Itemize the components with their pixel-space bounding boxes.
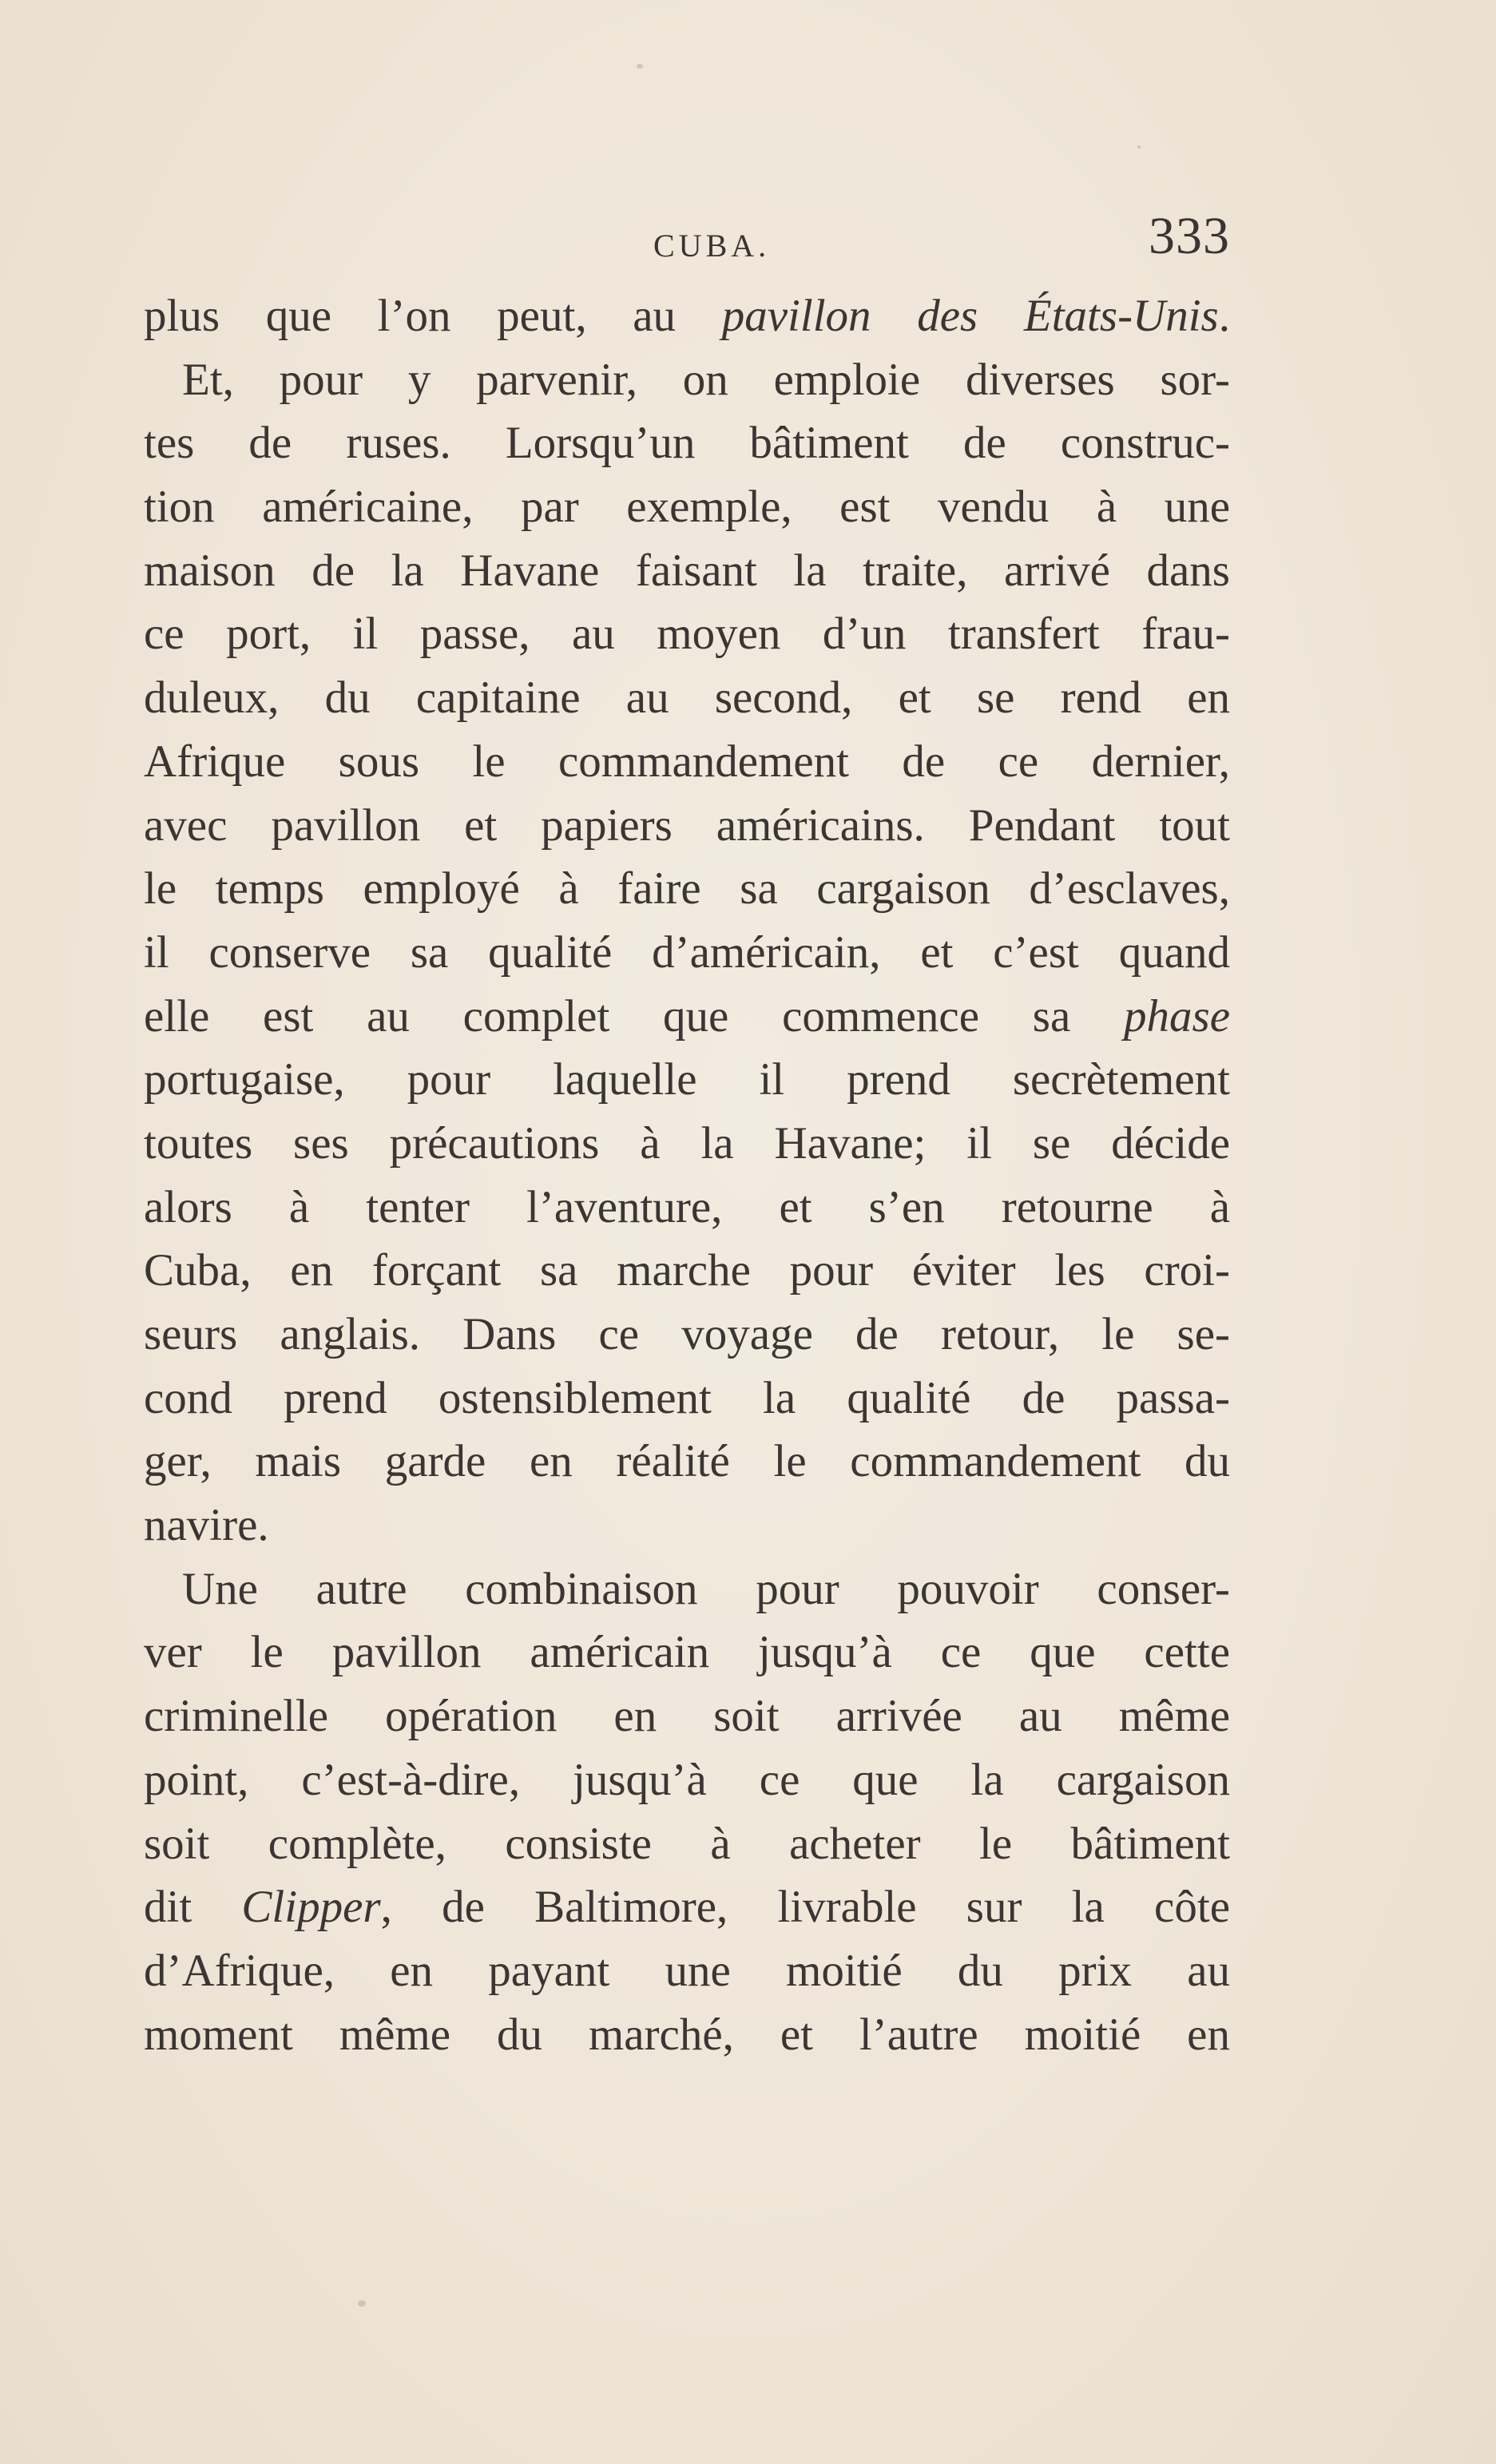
italic-phrase: pavillon des États-Unis: [721, 291, 1219, 341]
text-line: Cuba, en forçant sa marche pour éviter les croi-: [144, 1245, 1230, 1296]
page-header: [144, 206, 1230, 270]
paper-speck: [1137, 145, 1141, 149]
text-line: elle est au complet que commence sa phase: [144, 990, 1230, 1042]
text-line: avec pavillon et papiers américains. Pendant tout: [144, 800, 1230, 851]
text-line: plus que l’on peut, au pavillon des États-Unis.: [144, 291, 1230, 341]
text-line: Afrique sous le commandement de ce dernier,: [144, 736, 1230, 787]
text-line: Une autre combinaison pour pouvoir conser-: [182, 1563, 1230, 1614]
text-line: il conserve sa qualité d’américain, et c’est quand: [144, 926, 1230, 978]
text-line: maison de la Havane faisant la traite, arrivé dans: [144, 545, 1230, 596]
text-line: le temps employé à faire sa cargaison d’esclaves,: [144, 863, 1230, 915]
text-line: duleux, du capitaine au second, et se rend en: [144, 673, 1230, 724]
text-line: cond prend ostensiblement la qualité de passa-: [144, 1372, 1230, 1423]
text-line: soit complète, consiste à acheter le bâtiment: [144, 1818, 1230, 1869]
running-head: CUBA.: [653, 228, 771, 264]
text-line: tes de ruses. Lorsqu’un bâtiment de construc-: [144, 418, 1230, 469]
text-line: alors à tenter l’aventure, et s’en retourne à: [144, 1181, 1230, 1232]
text-line: point, c’est-à-dire, jusqu’à ce que la cargaison: [144, 1754, 1230, 1805]
italic-word: phase: [1124, 990, 1230, 1042]
text-line: portugaise, pour laquelle il prend secrètement: [144, 1054, 1230, 1105]
text-line: ce port, il passe, au moyen d’un transfert frau-: [144, 609, 1230, 660]
body-text: [144, 284, 1230, 2066]
text-line: ver le pavillon américain jusqu’à ce que cette: [144, 1627, 1230, 1678]
text-line: moment même du marché, et l’autre moitié en: [144, 2009, 1230, 2060]
italic-word: Clipper: [241, 1882, 381, 1933]
text-line: toutes ses précautions à la Havane; il se décide: [144, 1117, 1230, 1169]
text-line: seurs anglais. Dans ce voyage de retour, le se-: [144, 1309, 1230, 1359]
text-line: Et, pour y parvenir, on emploie diverses sor-: [182, 354, 1230, 405]
text-line: navire.: [144, 1500, 269, 1551]
text-line: criminelle opération en soit arrivée au même: [144, 1691, 1230, 1742]
text-line: dit Clipper, de Baltimore, livrable sur la côte: [144, 1882, 1230, 1933]
text-line: tion américaine, par exemple, est vendu à une: [144, 482, 1230, 533]
text-line: d’Afrique, en payant une moitié du prix au: [144, 1945, 1230, 1996]
paper-speck: [637, 64, 643, 69]
text-line: ger, mais garde en réalité le commandement du: [144, 1436, 1230, 1487]
paper-speck: [358, 2300, 366, 2307]
page-number: 333: [1149, 207, 1230, 265]
